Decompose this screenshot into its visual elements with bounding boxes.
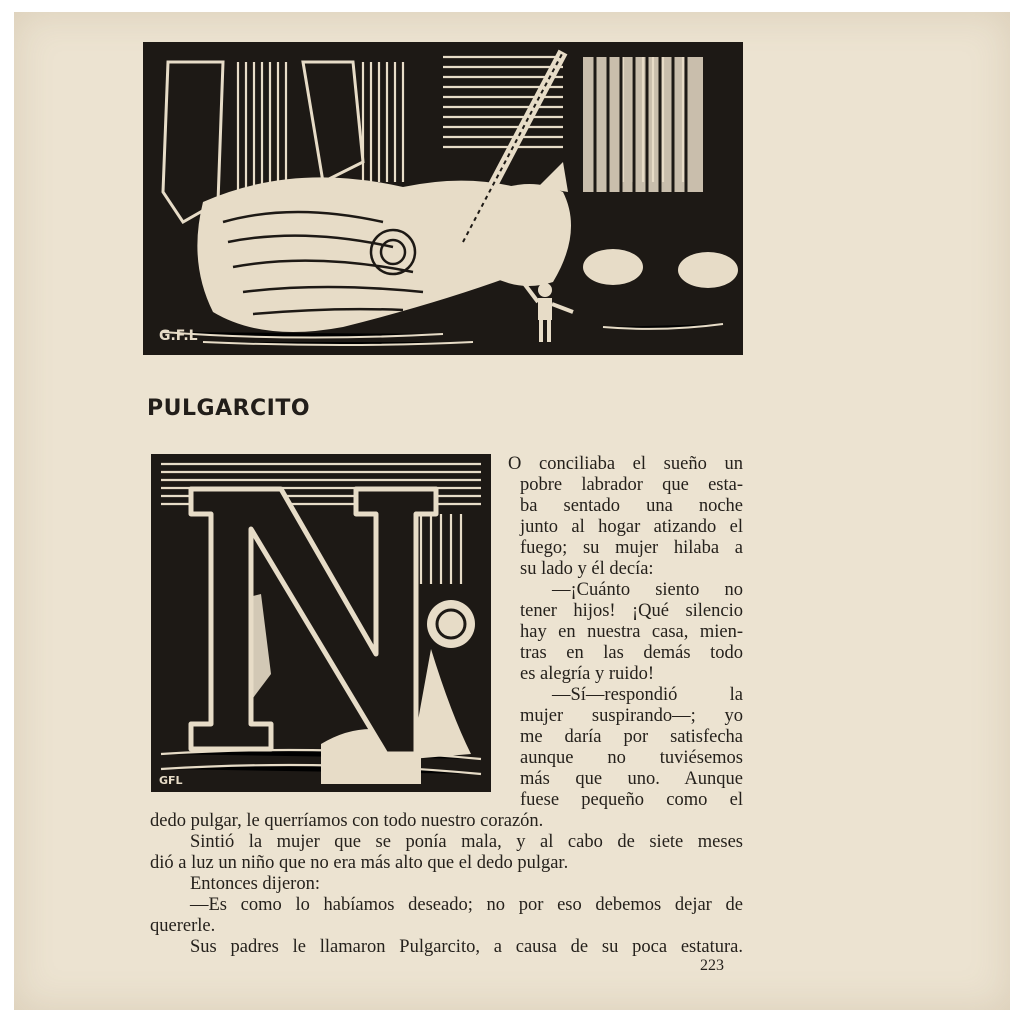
text-line: fuese pequeño como el	[520, 790, 743, 810]
text-line: Sus padres le llamaron Pulgarcito, a causa de su poca estatura.	[190, 937, 743, 957]
text-line: pobre labrador que esta-	[520, 475, 743, 495]
story-title: PULGARCITO	[147, 396, 311, 421]
artist-signature: G.F.L	[159, 328, 198, 344]
text-line: hay en nuestra casa, mien-	[520, 622, 743, 642]
text-line: —Sí—respondió la	[552, 685, 743, 705]
woodcut-illustration	[143, 42, 743, 355]
text-line: más que uno. Aunque	[520, 769, 743, 789]
text-line: O conciliaba el sueño un	[508, 454, 743, 474]
text-line: es alegría y ruido!	[520, 664, 655, 684]
text-line: su lado y él decía:	[520, 559, 654, 579]
text-line: junto al hogar atizando el	[520, 517, 743, 537]
text-line: mujer suspirando—; yo	[520, 706, 743, 726]
page-number: 223	[700, 957, 724, 974]
text-line: me daría por satisfecha	[520, 727, 743, 747]
drop-cap	[151, 792, 152, 793]
text-line: —¡Cuánto siento no	[552, 580, 743, 600]
text-line: —Es como lo habíamos deseado; no por eso debemos dejar de	[190, 895, 743, 915]
text-line: Sintió la mujer que se ponía mala, y al cabo de siete meses	[190, 832, 743, 852]
drop-cap-illustration	[151, 454, 491, 792]
text-line: dedo pulgar, le querríamos con todo nuestro corazón.	[150, 811, 544, 831]
text-line: tener hijos! ¡Qué silencio	[520, 601, 743, 621]
text-line: Entonces dijeron:	[190, 874, 320, 894]
text-line: fuego; su mujer hilaba a	[520, 538, 743, 558]
initial-signature: GFL	[159, 774, 183, 787]
text-line: quererle.	[150, 916, 216, 936]
text-line: tras en las demás todo	[520, 643, 743, 663]
text-line: ba sentado una noche	[520, 496, 743, 516]
text-line: dió a luz un niño que no era más alto que el dedo pulgar.	[150, 853, 569, 873]
text-line: aunque no tuviésemos	[520, 748, 743, 768]
drop-cap-artwork	[151, 454, 491, 792]
woodcut-artwork	[143, 42, 743, 355]
book-page	[14, 12, 1010, 1010]
